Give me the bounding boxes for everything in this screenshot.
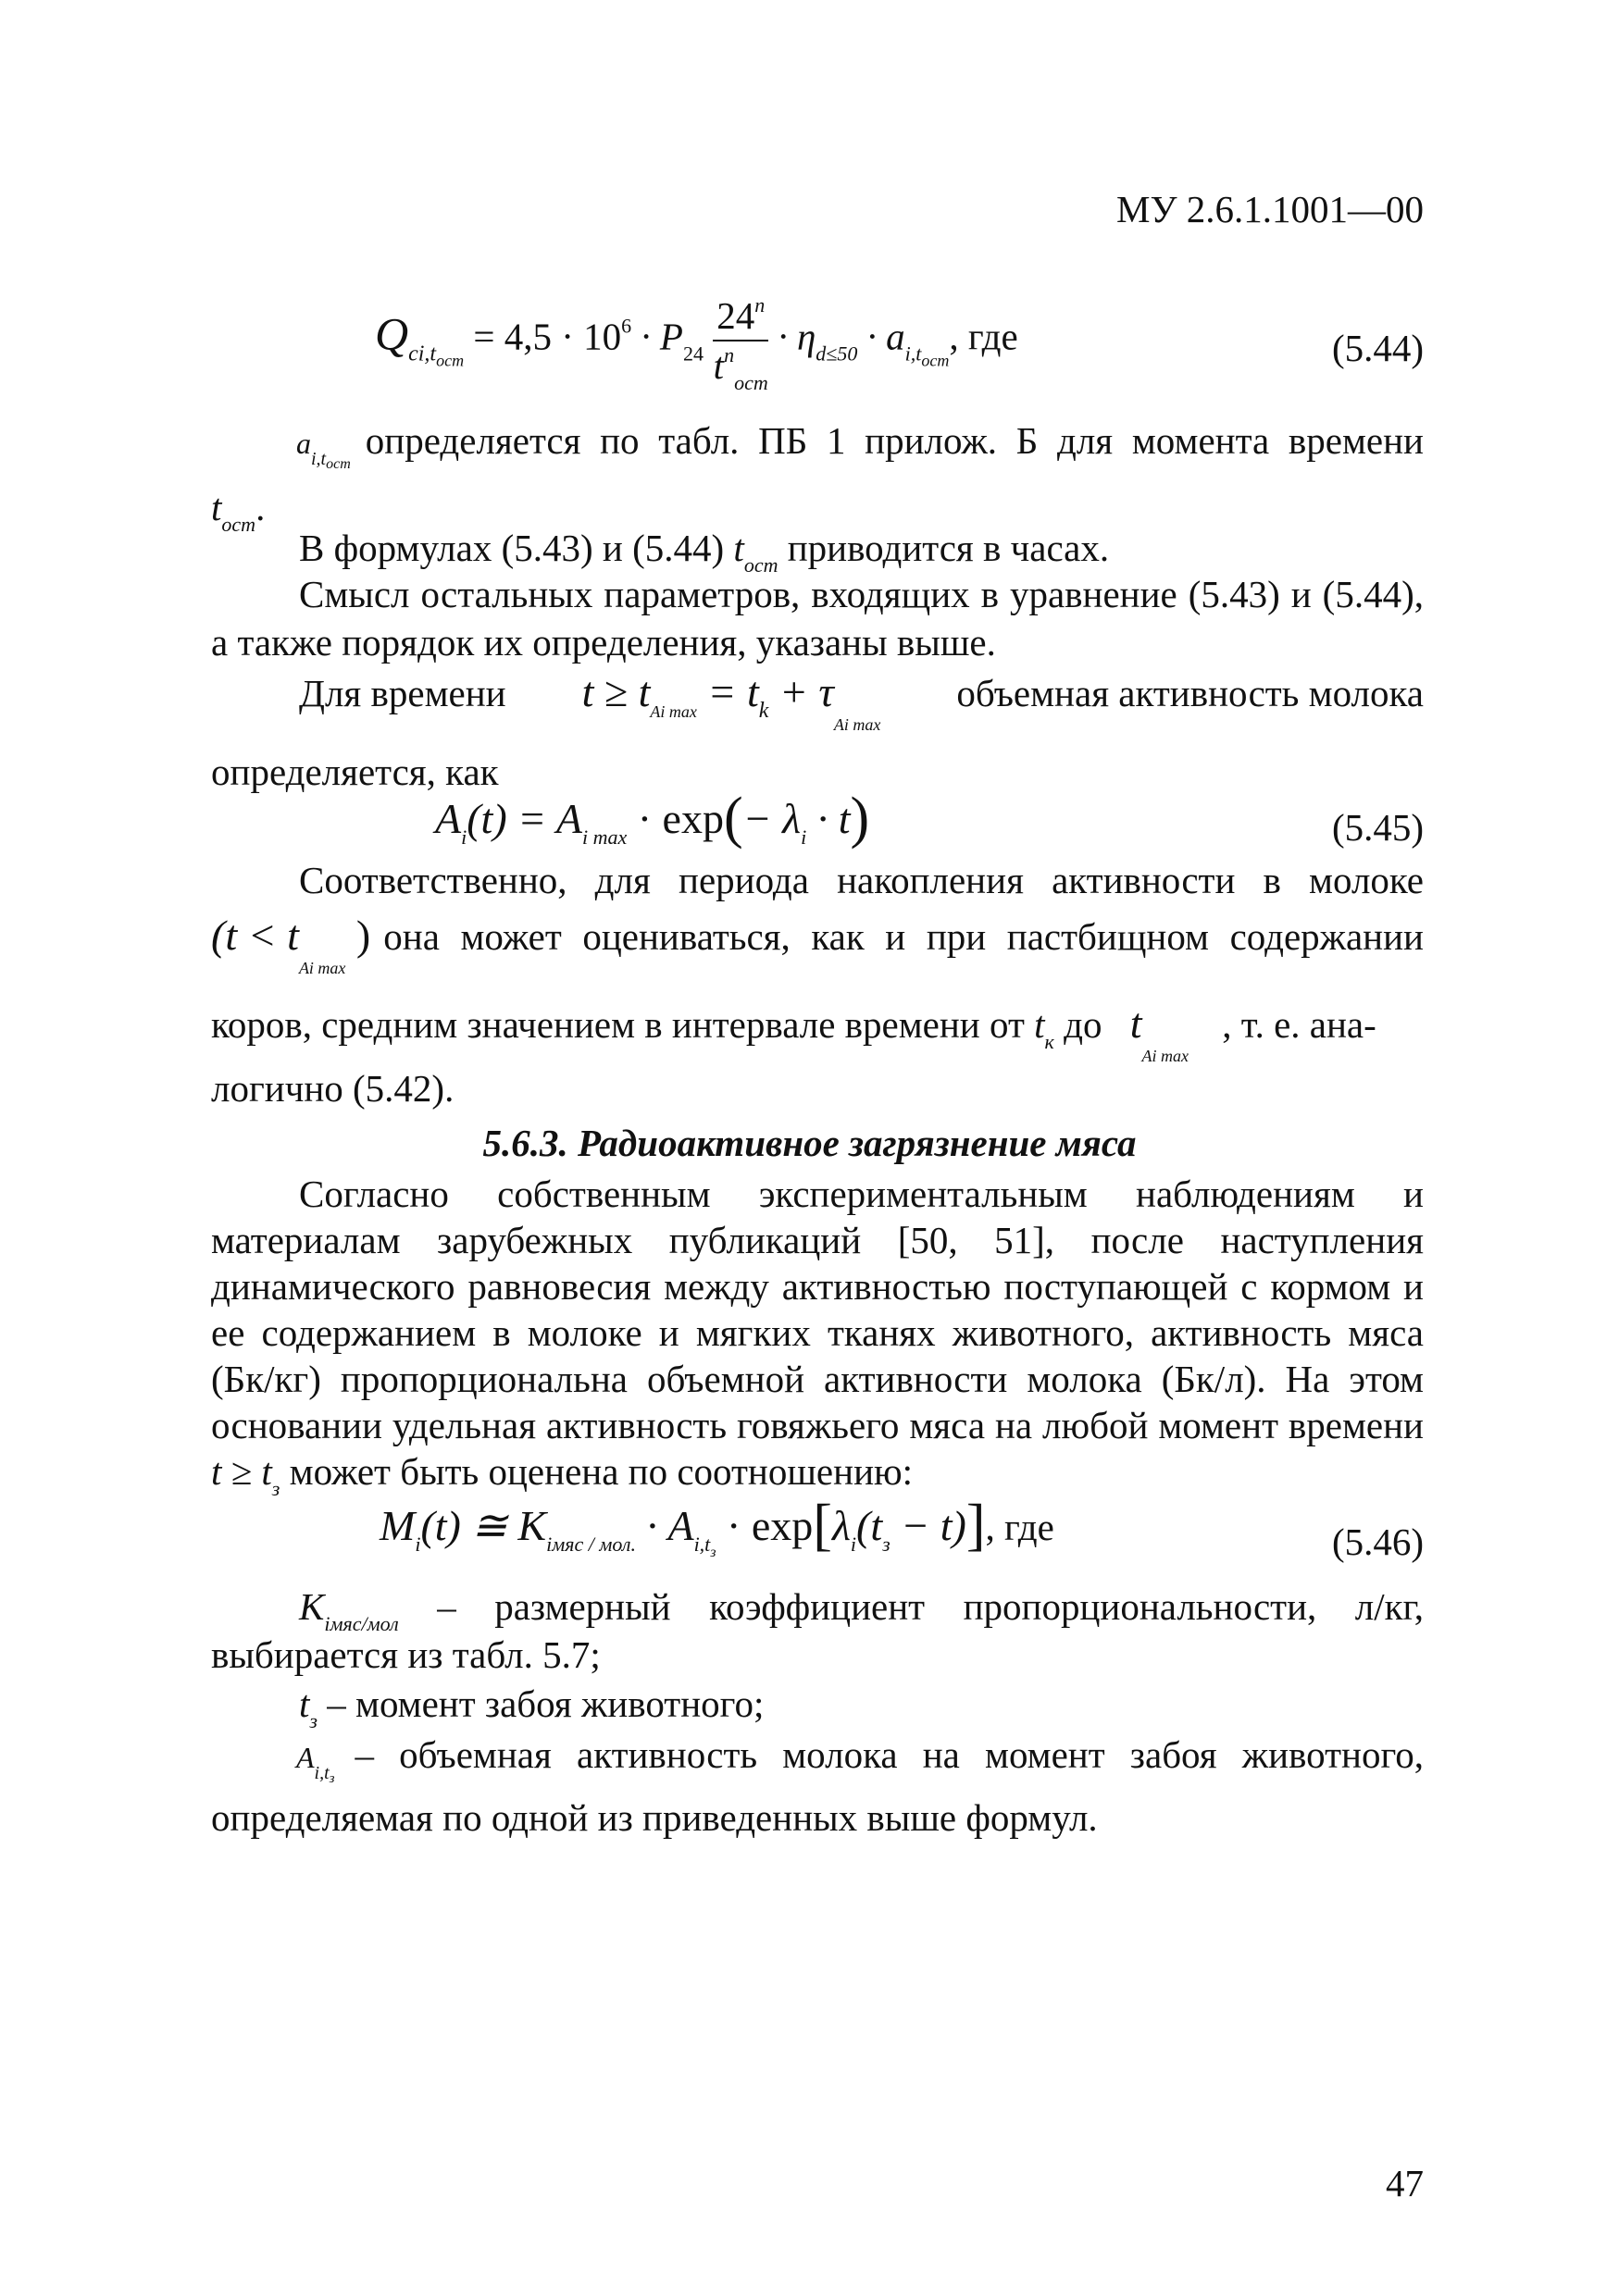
def-tz: $t_з$ – момент забоя животного; xyxy=(299,1682,765,1732)
para-rest: Смысл остальных параметров, входящих в уравнение (5.43) и (5.44), а также порядок их определения, указаны выше. xyxy=(211,573,1424,664)
equation-5-46: $M_i(t)$ ≅ $K_{iмяс / мол.} \cdot A_{i,tз} \cdot \exp[\lambda_i(t_з - t)]$, где xyxy=(380,1494,1054,1560)
para-accum-line4: логично (5.42). xyxy=(211,1067,455,1110)
equation-5-45: $A_i(t) = A_{i max} \cdot \exp(- \lambda_i \cdot t)$ xyxy=(435,787,870,850)
def-a2-line: $A_{i,tз}$ – объемная активность молока на момент забоя животного, xyxy=(296,1733,1424,1786)
def-a2-line2: определяемая по одной из приведенных выше формул. xyxy=(211,1796,1098,1839)
def-a-t: $t_{ост}$. xyxy=(211,486,266,536)
eq-5-46-label: (5.46) xyxy=(1331,1520,1424,1563)
para-hours: В формулах (5.43) и (5.44) $t_{ост}$ приводится в часах. xyxy=(299,527,1110,577)
equation-5-44: $Q_{ci,tост} = 4,5 \cdot 10^6 \cdot P_{24}$ $\frac{24^n}{t^n_{ост}}$ · $\eta_{d\le 50} \cdot a_{i,tост}$, где xyxy=(375,293,1018,394)
para-time-line: Для времени $t \ge t_{Ai max} = t_k + \tau_{Ai max}$ объемная активность молока xyxy=(299,668,1424,734)
para-accum-line2: ($t < t_{Ai max}$ ) она может оцениваться, как и при пастбищном содержании xyxy=(211,912,1424,977)
eq-5-44-label: (5.44) xyxy=(1331,327,1424,369)
eq-5-44-coef: = 4,5 · 10 xyxy=(473,315,622,358)
para-time-line2: определяется, как xyxy=(211,751,499,793)
para-meat: Согласно собственным экспериментальным наблюдениям и материалам зарубежных публикаций [50, 51], после наступления динамического равновесия между активностью поступающей с кормом и ее содержанием в молоке и мягких тканях животного, активность мяса (Бк/кг) пропорциональна объемной активности молока (Бк/л). На этом основании удельная активность говяжьего мяса на любой момент времени $t \ge t_з$ может быть оценена по соотношению: xyxy=(211,1173,1424,1500)
section-heading: 5.6.3. Радиоактивное загрязнение мяса xyxy=(482,1122,1137,1164)
eq-5-44-fraction: $\frac{24^n}{t^n_{ост}}$ xyxy=(713,293,768,394)
para-accum-line1: Соответственно, для периода накопления активности в молоке xyxy=(299,859,1424,901)
page-number: 47 xyxy=(1386,2162,1424,2204)
eq-5-44-lhs: Q xyxy=(375,307,409,360)
doc-code-header: МУ 2.6.1.1001—00 xyxy=(1116,188,1424,230)
def-a-text: определяется по табл. ПБ 1 прилож. Б для момента времени xyxy=(365,419,1424,462)
para-accum-line3: коров, средним значением в интервале времени от $t_к$ до $t_{Ai max}$ , т. е. ана- xyxy=(211,999,1376,1065)
def-a-line: $a_{i,tост}$ определяется по табл. ПБ 1 прилож. Б для момента времени xyxy=(296,416,1424,467)
def-k: $K_{iмяс/мол}$ – размерный коэффициент пропорциональности, л/кг, выбирается из табл. 5.7; xyxy=(211,1585,1424,1676)
eq-5-45-label: (5.45) xyxy=(1331,806,1424,849)
